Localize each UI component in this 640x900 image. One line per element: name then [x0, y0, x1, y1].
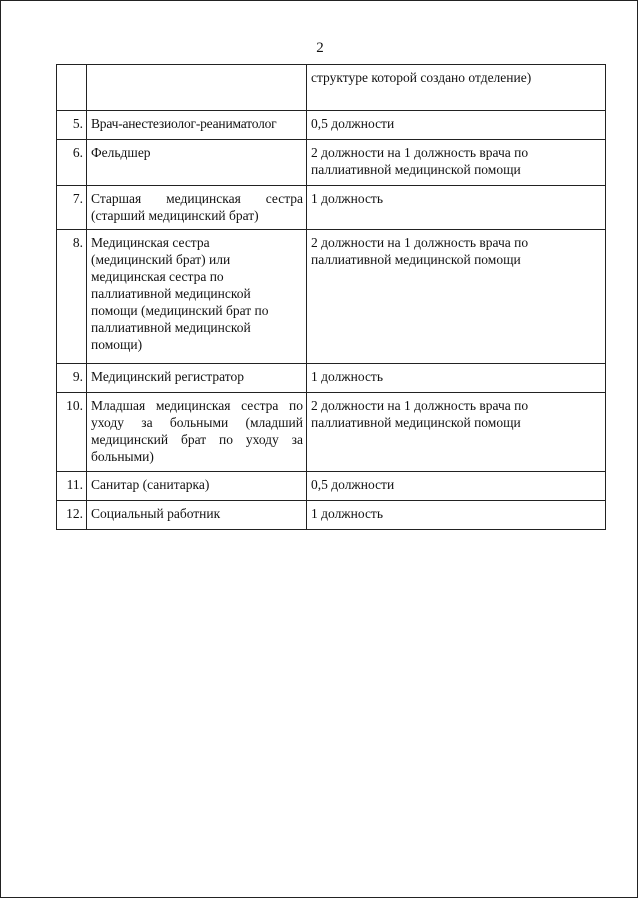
position-quantity: 2 должности на 1 должность врача по паллиативной медицинской помощи — [307, 140, 606, 186]
position-name: Врач-анестезиолог-реаниматолог — [87, 111, 307, 140]
row-number: 12. — [57, 501, 87, 530]
row-number: 7. — [57, 186, 87, 230]
position-name: Медицинский регистратор — [87, 364, 307, 393]
position-quantity: 2 должности на 1 должность врача по паллиативной медицинской помощи — [307, 230, 606, 364]
row-number: 9. — [57, 364, 87, 393]
table-row — [57, 501, 606, 530]
position-quantity: 0,5 должности — [307, 111, 606, 140]
table-row — [57, 111, 606, 140]
row-number: 6. — [57, 140, 87, 186]
row-number: 8. — [57, 230, 87, 364]
staffing-table — [56, 64, 606, 530]
row-number: 10. — [57, 393, 87, 472]
table-row — [57, 393, 606, 472]
position-quantity: 1 должность — [307, 501, 606, 530]
row-number — [57, 65, 87, 111]
position-name: Социальный работник — [87, 501, 307, 530]
position-name: Младшая медицинская сестра по уходу за больными (младший медицинский брат по уходу за больными) — [87, 393, 307, 472]
position-name: Медицинская сестра (медицинский брат) или медицинская сестра по паллиативной медицинской помощи (медицинский брат по паллиативной медицинской помощи) — [87, 230, 307, 364]
position-name: Санитар (санитарка) — [87, 472, 307, 501]
row-number: 5. — [57, 111, 87, 140]
position-quantity: 1 должность — [307, 186, 606, 230]
position-quantity: 0,5 должности — [307, 472, 606, 501]
table-row — [57, 230, 606, 364]
position-name — [87, 65, 307, 111]
table-row — [57, 186, 606, 230]
table-row — [57, 140, 606, 186]
position-quantity: 1 должность — [307, 364, 606, 393]
table-row — [57, 65, 606, 111]
page-number: 2 — [316, 40, 324, 56]
position-quantity: структуре которой создано отделение) — [307, 65, 606, 111]
table-row — [57, 472, 606, 501]
table-row — [57, 364, 606, 393]
position-quantity: 2 должности на 1 должность врача по паллиативной медицинской помощи — [307, 393, 606, 472]
row-number: 11. — [57, 472, 87, 501]
position-name: Фельдшер — [87, 140, 307, 186]
position-name: Старшая медицинская сестра (старший медицинский брат) — [87, 186, 307, 230]
